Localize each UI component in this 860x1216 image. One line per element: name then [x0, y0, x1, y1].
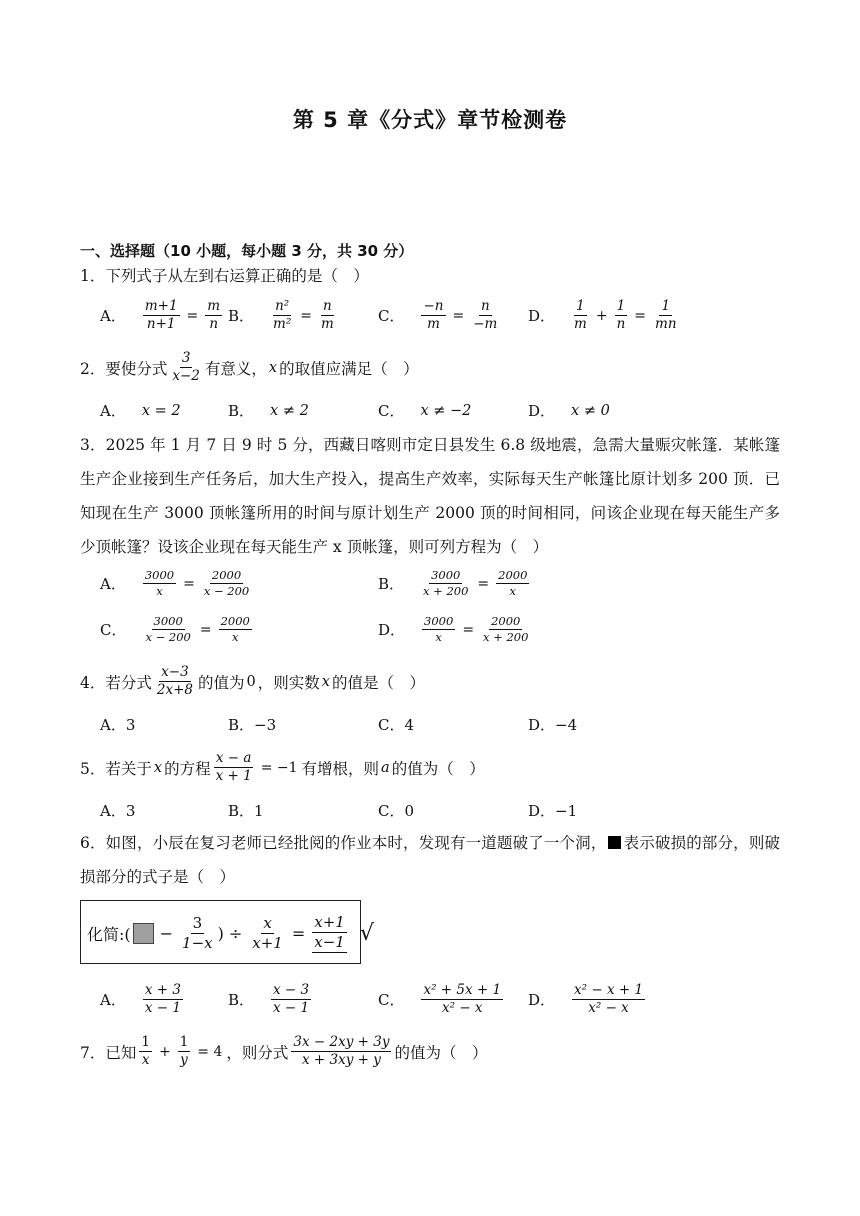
question-5-stem: 5．若关于 x 的方程 $\frac{x - a}{x + 1}$ = −1 有增根，则 a 的值为（ ） — [80, 750, 485, 784]
q2-option-b: B． x ≠ 2 — [228, 402, 309, 420]
q1-option-b: B． $\frac{\text{n²}}{\text{m²}}$ = $\frac{n}{m}$ — [228, 298, 334, 332]
q2-option-a: A． x = 2 — [100, 402, 181, 420]
q1-option-a: A． $\frac{m+1}{n+1}$ = $\frac{m}{n}$ — [100, 298, 221, 332]
q3-option-a: A． $\frac{3000}{x}$ = $\frac{2000}{x - 200}$ — [100, 568, 250, 598]
broken-square-icon — [608, 836, 621, 849]
q6-option-d: D． $\frac{\text{x² − x + 1}}{\text{x² − x}}$ — [528, 982, 644, 1016]
q5-option-a: A．3 — [100, 802, 136, 820]
question-7-stem: 7．已知 $\frac{1}{x}$ + $\frac{1}{y}$ = 4 ，则分式 $\frac{3x - 2xy + 3y}{x + 3xy + y}$ 的值为（ ） — [80, 1034, 488, 1068]
question-6-stem: 6．如图，小辰在复习老师已经批阅的作业本时，发现有一道题破了一个洞， 表示破损的部分，则破损部分的式子是（ ） — [80, 834, 780, 886]
q5-option-c: C．0 — [378, 802, 415, 820]
q2-option-c: C． x ≠ −2 — [378, 402, 472, 420]
question-4-stem: 4．若分式 $\frac{x-3}{2x+8}$ 的值为 0 ，则实数 x 的值是（ ） — [80, 664, 425, 698]
q1-option-d: D． $\frac{1}{m}$ + $\frac{1}{n}$ = $\frac{1}{mn}$ — [528, 298, 677, 332]
section-heading: 一、选择题（10 小题，每小题 3 分，共 30 分） — [80, 242, 414, 260]
q6-option-c: C． $\frac{\text{x² + 5x + 1}}{\text{x² − x}}$ — [378, 982, 502, 1016]
q6-option-b: B． $\frac{x - 3}{x - 1}$ — [228, 982, 310, 1016]
homework-figure: 化简:( − $\frac{3}{1-x}$ ) ÷ $\frac{x}{x+1}$ = $\frac{x+1}{x-1}$ √ — [80, 900, 361, 964]
q3-option-b: B． $\frac{3000}{x + 200}$ = $\frac{2000}{x}$ — [378, 568, 528, 598]
q2-option-d: D． x ≠ 0 — [528, 402, 610, 420]
q4-option-c: C．4 — [378, 716, 415, 734]
q5-option-b: B．1 — [228, 802, 264, 820]
broken-hole-icon — [133, 923, 154, 944]
q3-option-c: C． $\frac{3000}{x - 200}$ = $\frac{2000}{x}$ — [100, 614, 250, 644]
q4-option-a: A．3 — [100, 716, 136, 734]
question-2-stem: 2．要使分式 $\frac{3}{x-2}$ 有意义， x 的取值应满足（ ） — [80, 350, 419, 384]
q1-option-c: C． $\frac{-n}{m}$ = $\frac{n}{-m}$ — [378, 298, 498, 332]
q5-option-d: D．−1 — [528, 802, 578, 820]
question-1-stem: 1．下列式子从左到右运算正确的是（ ） — [80, 267, 369, 285]
page-title: 第 5 章《分式》章节检测卷 — [292, 108, 568, 132]
q6-option-a: A． $\frac{x + 3}{x - 1}$ — [100, 982, 181, 1016]
q4-option-d: D．−4 — [528, 716, 578, 734]
q3-option-d: D． $\frac{3000}{x}$ = $\frac{2000}{x + 200}$ — [378, 614, 529, 644]
question-3-stem: 3．2025 年 1 月 7 日 9 时 5 分，西藏日喀则市定日县发生 6.8 级地震，急需大量赈灾帐篷．某帐篷生产企业接到生产任务后，加大生产投入，提高生产效率，实际每天生产帐篷比原计划多 200 顶．已知现在生产 3000 顶帐篷所用的时间与原计划生产 2000 顶的时间相同，问该企业现在每天能生产多少顶帐篷？设该企业现在每天能生产 x 顶帐篷，则可列方程为（ ） — [80, 436, 780, 556]
checkmark-icon: √ — [359, 920, 374, 946]
q4-option-b: B．−3 — [228, 716, 277, 734]
